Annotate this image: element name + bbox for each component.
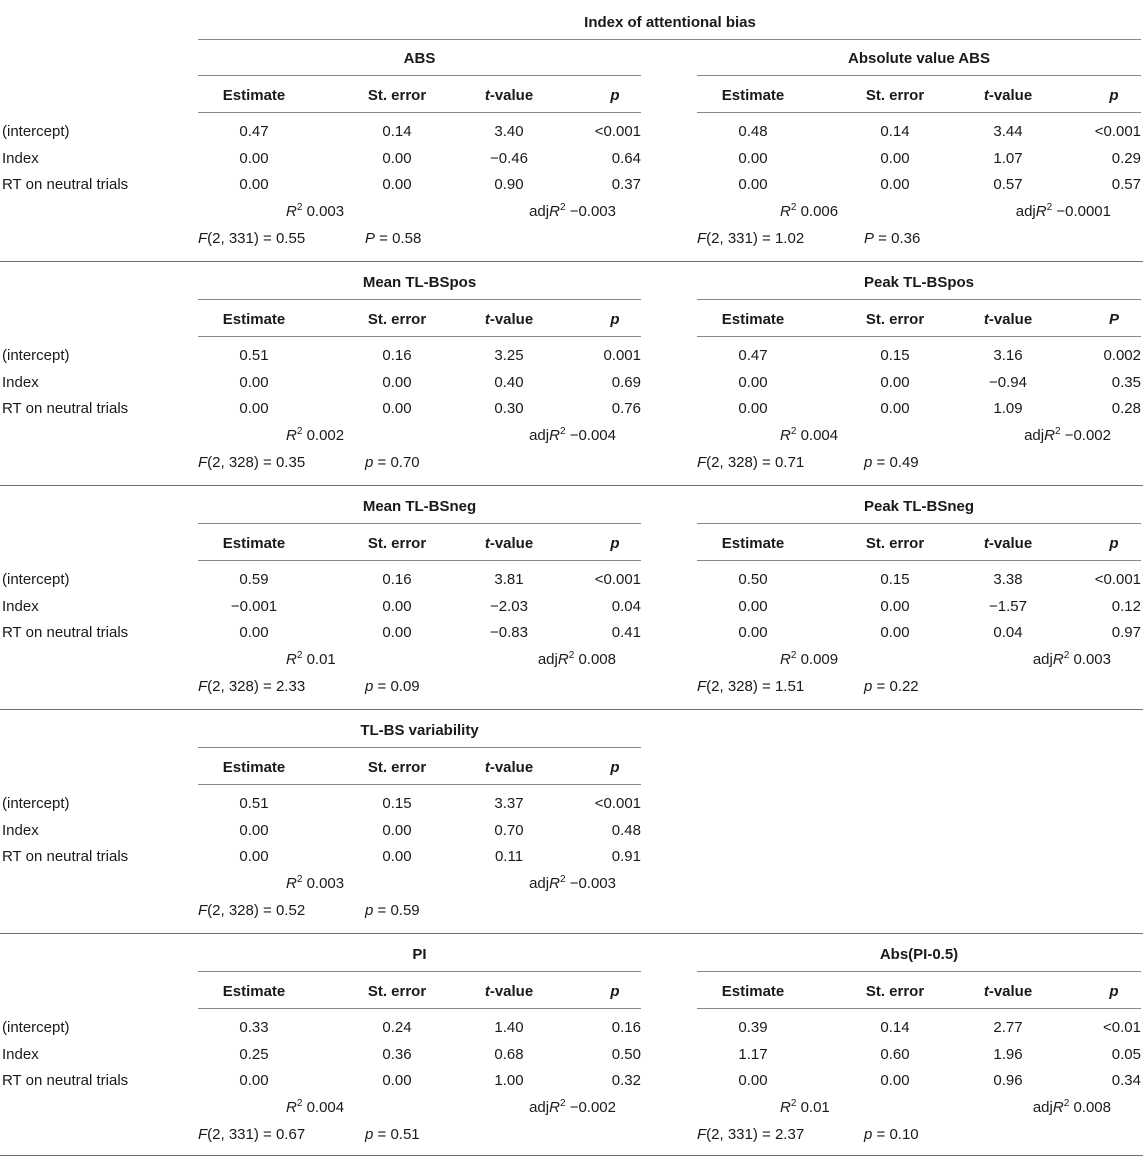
column-header: p	[610, 311, 620, 328]
column-header: St. error	[865, 87, 925, 104]
cell-p: 0.12	[1111, 598, 1141, 615]
block-separator	[0, 1155, 1143, 1156]
header-rule	[198, 560, 641, 561]
cell-st-error: 0.00	[880, 400, 910, 417]
cell-t-value: 2.77	[993, 1019, 1023, 1036]
model-p-value: p = 0.10	[864, 1126, 919, 1143]
cell-t-value: 1.96	[993, 1046, 1023, 1063]
row-label: Index	[2, 598, 39, 615]
column-header: p	[610, 87, 620, 104]
model-p-value: p = 0.22	[864, 678, 919, 695]
cell-estimate: 0.00	[738, 374, 768, 391]
model-rule	[198, 747, 641, 748]
column-header: p	[1109, 983, 1119, 1000]
cell-p: 0.41	[611, 624, 641, 641]
column-header: t-value	[983, 983, 1033, 1000]
cell-t-value: 0.68	[494, 1046, 524, 1063]
cell-st-error: 0.00	[382, 822, 412, 839]
r-squared: $R^2$ 0.003	[286, 202, 345, 220]
column-header: Estimate	[222, 87, 286, 104]
r-squared: $R^2$ 0.004	[286, 1098, 345, 1116]
f-statistic: F(2, 328) = 2.33	[198, 678, 306, 695]
row-label: (intercept)	[2, 571, 70, 588]
title-rule	[198, 39, 1141, 40]
cell-st-error: 0.00	[382, 400, 412, 417]
column-header: St. error	[367, 311, 427, 328]
cell-st-error: 0.00	[382, 848, 412, 865]
block-separator	[0, 261, 1143, 262]
cell-st-error: 0.00	[382, 150, 412, 167]
header-rule	[697, 336, 1141, 337]
column-header: p	[1109, 87, 1119, 104]
r-squared: $R^2$ 0.003	[286, 874, 345, 892]
column-header: p	[610, 759, 620, 776]
r-squared: $R^2$ 0.002	[286, 426, 345, 444]
cell-estimate: 0.51	[239, 347, 269, 364]
cell-st-error: 0.16	[382, 571, 412, 588]
cell-p: 0.001	[603, 347, 641, 364]
table-title: Index of attentional bias	[584, 14, 756, 31]
model-name: Mean TL-BSneg	[362, 498, 477, 515]
cell-st-error: 0.14	[382, 123, 412, 140]
cell-st-error: 0.00	[880, 374, 910, 391]
model-rule	[198, 75, 641, 76]
adj-r-squared: adjR$^2$ −0.002	[529, 1098, 616, 1116]
cell-estimate: −0.001	[230, 598, 278, 615]
cell-st-error: 0.00	[382, 176, 412, 193]
model-p-value: p = 0.09	[365, 678, 420, 695]
model-rule	[697, 75, 1141, 76]
f-statistic: F(2, 331) = 1.02	[697, 230, 805, 247]
cell-p: 0.91	[611, 848, 641, 865]
row-label: Index	[2, 1046, 39, 1063]
column-header: St. error	[367, 759, 427, 776]
column-header: Estimate	[721, 983, 785, 1000]
column-header: t-value	[983, 535, 1033, 552]
cell-t-value: 0.57	[993, 176, 1023, 193]
column-header: P	[1108, 311, 1120, 328]
cell-estimate: 0.33	[239, 1019, 269, 1036]
header-rule	[198, 784, 641, 785]
cell-t-value: 0.96	[993, 1072, 1023, 1089]
cell-t-value: −0.46	[490, 150, 528, 167]
cell-t-value: 3.38	[993, 571, 1023, 588]
f-statistic: F(2, 331) = 0.67	[198, 1126, 306, 1143]
row-label: RT on neutral trials	[2, 848, 129, 865]
model-p-value: p = 0.51	[365, 1126, 420, 1143]
cell-t-value: 3.25	[494, 347, 524, 364]
adj-r-squared: adjR$^2$ 0.008	[1032, 1098, 1111, 1116]
cell-st-error: 0.00	[382, 1072, 412, 1089]
cell-estimate: 0.00	[738, 1072, 768, 1089]
cell-estimate: 0.00	[239, 624, 269, 641]
cell-t-value: 3.44	[993, 123, 1023, 140]
row-label: Index	[2, 822, 39, 839]
cell-estimate: 0.00	[239, 374, 269, 391]
cell-t-value: 1.00	[494, 1072, 524, 1089]
column-header: St. error	[367, 87, 427, 104]
cell-t-value: 3.37	[494, 795, 524, 812]
column-header: Estimate	[222, 311, 286, 328]
f-statistic: F(2, 328) = 0.35	[198, 454, 306, 471]
row-label: RT on neutral trials	[2, 400, 129, 417]
cell-p: <0.001	[594, 123, 641, 140]
model-p-value: p = 0.59	[365, 902, 420, 919]
cell-st-error: 0.00	[880, 598, 910, 615]
f-statistic: F(2, 331) = 0.55	[198, 230, 306, 247]
column-header: t-value	[484, 535, 534, 552]
cell-st-error: 0.00	[880, 624, 910, 641]
adj-r-squared: adjR$^2$ 0.008	[537, 650, 616, 668]
cell-st-error: 0.00	[382, 598, 412, 615]
cell-st-error: 0.14	[880, 123, 910, 140]
row-label: (intercept)	[2, 123, 70, 140]
column-header: St. error	[865, 983, 925, 1000]
cell-t-value: 0.90	[494, 176, 524, 193]
cell-st-error: 0.16	[382, 347, 412, 364]
cell-t-value: −0.83	[490, 624, 528, 641]
model-p-value: P = 0.58	[365, 230, 422, 247]
header-rule	[198, 336, 641, 337]
column-header: Estimate	[721, 87, 785, 104]
cell-st-error: 0.36	[382, 1046, 412, 1063]
cell-st-error: 0.15	[382, 795, 412, 812]
cell-t-value: 1.40	[494, 1019, 524, 1036]
model-name: Mean TL-BSpos	[362, 274, 477, 291]
cell-estimate: 0.00	[738, 176, 768, 193]
model-rule	[198, 523, 641, 524]
cell-p: 0.97	[1111, 624, 1141, 641]
cell-p: 0.04	[611, 598, 641, 615]
r-squared: $R^2$ 0.01	[286, 650, 336, 668]
column-header: t-value	[484, 759, 534, 776]
cell-estimate: 0.25	[239, 1046, 269, 1063]
cell-t-value: 1.07	[993, 150, 1023, 167]
cell-t-value: 0.30	[494, 400, 524, 417]
column-header: t-value	[484, 87, 534, 104]
cell-p: <0.001	[594, 795, 641, 812]
cell-estimate: 0.39	[738, 1019, 768, 1036]
cell-estimate: 0.48	[738, 123, 768, 140]
row-label: RT on neutral trials	[2, 624, 129, 641]
row-label: RT on neutral trials	[2, 1072, 129, 1089]
model-name: Peak TL-BSpos	[863, 274, 975, 291]
cell-t-value: 0.40	[494, 374, 524, 391]
cell-p: 0.35	[1111, 374, 1141, 391]
column-header: t-value	[983, 87, 1033, 104]
cell-t-value: 3.16	[993, 347, 1023, 364]
model-rule	[198, 299, 641, 300]
cell-p: 0.37	[611, 176, 641, 193]
cell-estimate: 0.00	[239, 1072, 269, 1089]
cell-st-error: 0.14	[880, 1019, 910, 1036]
cell-estimate: 0.00	[239, 150, 269, 167]
column-header: St. error	[367, 983, 427, 1000]
cell-p: 0.48	[611, 822, 641, 839]
header-rule	[198, 1008, 641, 1009]
cell-p: 0.32	[611, 1072, 641, 1089]
column-header: t-value	[484, 983, 534, 1000]
model-p-value: p = 0.49	[864, 454, 919, 471]
header-rule	[198, 112, 641, 113]
adj-r-squared: adjR$^2$ 0.003	[1032, 650, 1111, 668]
adj-r-squared: adjR$^2$ −0.002	[1024, 426, 1111, 444]
cell-p: 0.29	[1111, 150, 1141, 167]
f-statistic: F(2, 328) = 0.71	[697, 454, 805, 471]
column-header: St. error	[865, 311, 925, 328]
cell-p: 0.05	[1111, 1046, 1141, 1063]
adj-r-squared: adjR$^2$ −0.0001	[1015, 202, 1111, 220]
cell-estimate: 0.47	[738, 347, 768, 364]
cell-estimate: 0.59	[239, 571, 269, 588]
block-separator	[0, 709, 1143, 710]
row-label: (intercept)	[2, 1019, 70, 1036]
cell-st-error: 0.00	[880, 1072, 910, 1089]
r-squared: $R^2$ 0.01	[780, 1098, 830, 1116]
model-rule	[697, 971, 1141, 972]
cell-p: 0.34	[1111, 1072, 1141, 1089]
row-label: Index	[2, 374, 39, 391]
column-header: t-value	[484, 311, 534, 328]
cell-p: 0.64	[611, 150, 641, 167]
cell-p: <0.01	[1103, 1019, 1141, 1036]
f-statistic: F(2, 328) = 1.51	[697, 678, 805, 695]
column-header: St. error	[865, 535, 925, 552]
cell-p: 0.76	[611, 400, 641, 417]
model-p-value: P = 0.36	[864, 230, 921, 247]
cell-p: <0.001	[1094, 571, 1141, 588]
cell-p: 0.69	[611, 374, 641, 391]
cell-p: 0.16	[611, 1019, 641, 1036]
cell-estimate: 0.50	[738, 571, 768, 588]
cell-st-error: 0.15	[880, 347, 910, 364]
model-name: ABS	[403, 50, 436, 67]
r-squared: $R^2$ 0.009	[780, 650, 839, 668]
cell-st-error: 0.24	[382, 1019, 412, 1036]
cell-estimate: 0.00	[738, 624, 768, 641]
column-header: St. error	[367, 535, 427, 552]
adj-r-squared: adjR$^2$ −0.004	[529, 426, 616, 444]
cell-estimate: 0.00	[738, 598, 768, 615]
cell-st-error: 0.60	[880, 1046, 910, 1063]
header-rule	[697, 1008, 1141, 1009]
column-header: t-value	[983, 311, 1033, 328]
r-squared: $R^2$ 0.006	[780, 202, 839, 220]
cell-estimate: 0.00	[239, 400, 269, 417]
block-separator	[0, 933, 1143, 934]
f-statistic: F(2, 331) = 2.37	[697, 1126, 805, 1143]
row-label: RT on neutral trials	[2, 176, 129, 193]
column-header: p	[1109, 535, 1119, 552]
cell-st-error: 0.00	[880, 150, 910, 167]
cell-t-value: −0.94	[989, 374, 1027, 391]
model-rule	[697, 523, 1141, 524]
cell-st-error: 0.00	[382, 374, 412, 391]
adj-r-squared: adjR$^2$ −0.003	[529, 202, 616, 220]
cell-estimate: 0.00	[239, 848, 269, 865]
cell-t-value: 3.81	[494, 571, 524, 588]
cell-estimate: 0.47	[239, 123, 269, 140]
cell-estimate: 0.00	[738, 400, 768, 417]
f-statistic: F(2, 328) = 0.52	[198, 902, 306, 919]
row-label: (intercept)	[2, 795, 70, 812]
model-name: TL-BS variability	[360, 722, 479, 739]
model-name: Peak TL-BSneg	[863, 498, 975, 515]
column-header: p	[610, 535, 620, 552]
cell-t-value: 1.09	[993, 400, 1023, 417]
row-label: Index	[2, 150, 39, 167]
cell-st-error: 0.15	[880, 571, 910, 588]
model-rule	[198, 971, 641, 972]
header-rule	[697, 560, 1141, 561]
model-rule	[697, 299, 1141, 300]
cell-p: 0.28	[1111, 400, 1141, 417]
cell-p: 0.50	[611, 1046, 641, 1063]
cell-p: <0.001	[1094, 123, 1141, 140]
cell-p: 0.57	[1111, 176, 1141, 193]
cell-estimate: 0.00	[239, 176, 269, 193]
cell-estimate: 0.00	[738, 150, 768, 167]
header-rule	[697, 112, 1141, 113]
block-separator	[0, 485, 1143, 486]
cell-t-value: 0.11	[494, 848, 524, 865]
model-p-value: p = 0.70	[365, 454, 420, 471]
column-header: Estimate	[222, 983, 286, 1000]
model-name: Abs(PI-0.5)	[879, 946, 959, 963]
cell-t-value: 3.40	[494, 123, 524, 140]
column-header: Estimate	[721, 535, 785, 552]
cell-t-value: −2.03	[490, 598, 528, 615]
cell-st-error: 0.00	[880, 176, 910, 193]
column-header: p	[610, 983, 620, 1000]
cell-p: 0.002	[1103, 347, 1141, 364]
cell-p: <0.001	[594, 571, 641, 588]
cell-estimate: 1.17	[738, 1046, 768, 1063]
column-header: Estimate	[222, 759, 286, 776]
model-name: Absolute value ABS	[848, 50, 990, 67]
cell-estimate: 0.00	[239, 822, 269, 839]
row-label: (intercept)	[2, 347, 70, 364]
cell-t-value: −1.57	[989, 598, 1027, 615]
r-squared: $R^2$ 0.004	[780, 426, 839, 444]
column-header: Estimate	[721, 311, 785, 328]
cell-t-value: 0.70	[494, 822, 524, 839]
adj-r-squared: adjR$^2$ −0.003	[529, 874, 616, 892]
model-name: PI	[412, 946, 427, 963]
cell-estimate: 0.51	[239, 795, 269, 812]
cell-t-value: 0.04	[993, 624, 1023, 641]
cell-st-error: 0.00	[382, 624, 412, 641]
column-header: Estimate	[222, 535, 286, 552]
